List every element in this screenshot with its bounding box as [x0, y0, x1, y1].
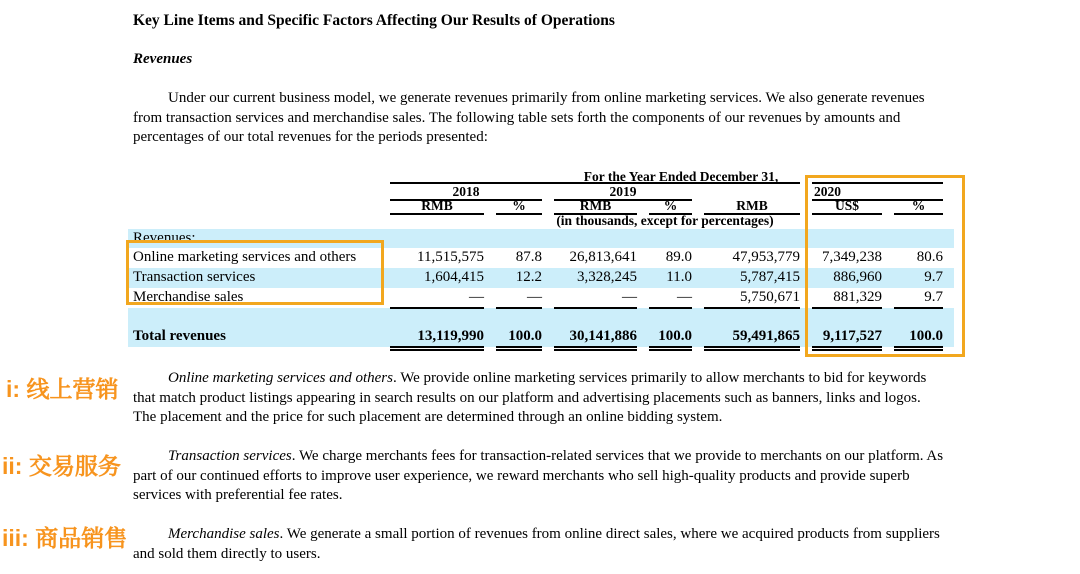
- total-2018-rmb: 13,119,990: [390, 327, 484, 351]
- section-heading-revenues: Revenues: [133, 51, 193, 67]
- col-header-rmb-2018: RMB: [390, 199, 484, 215]
- intro-paragraph: Under our current business model, we generate revenues primarily from online marketing services. We also generate revenues from transaction services and merchandise sales. The following table sets forth the components of our revenues by amounts and percentages of our total revenues for the periods presented:: [133, 90, 925, 145]
- annotation-transaction-services-cn: ii: 交易服务: [2, 453, 121, 479]
- col-header-usd-2020: US$: [812, 199, 882, 215]
- paragraph-body: . We charge merchants fees for transaction-related services that we provide to merchants on our platform. As part of our continued efforts to improve user experience, we reward merchants who sell high-quality products and provide superb services with preferential fee rates.: [133, 448, 944, 503]
- total-2020-rmb: 59,491,865: [704, 327, 800, 351]
- year-2020: 2020: [812, 184, 943, 201]
- cell-2019-pct: 11.0: [666, 269, 692, 285]
- cell-2018-pct: 12.2: [515, 269, 542, 285]
- col-header-rmb-2020: RMB: [704, 199, 800, 215]
- table-spanner: For the Year Ended December 31,: [583, 169, 779, 184]
- row-label: Transaction services: [133, 269, 256, 285]
- cell-2020-pct: 80.6: [916, 249, 943, 265]
- cell-2020-rmb: 47,953,779: [732, 249, 800, 265]
- cell-2018-rmb: —: [390, 288, 484, 309]
- unit-note: (in thousands, except for percentages): [556, 213, 774, 228]
- cell-2019-rmb: 3,328,245: [577, 269, 637, 285]
- paragraph-online-marketing: [133, 369, 945, 428]
- annotation-online-marketing-cn: i: 线上营销: [6, 376, 119, 402]
- total-2019-rmb: 30,141,886: [554, 327, 637, 351]
- annotation-merchandise-sales-cn: iii: 商品销售: [2, 525, 128, 551]
- col-header-rmb-2019: RMB: [554, 199, 637, 215]
- paragraph-lead: Merchandise sales: [168, 526, 280, 542]
- cell-2019-pct: 89.0: [665, 249, 692, 265]
- cell-2020-pct: 9.7: [894, 288, 943, 309]
- year-2019: 2019: [554, 184, 692, 201]
- section-label: Revenues:: [133, 230, 196, 246]
- paragraph-merchandise-sales: [133, 525, 945, 564]
- cell-2018-rmb: 1,604,415: [424, 269, 484, 285]
- paragraph-lead: Online marketing services and others: [168, 370, 393, 386]
- page-title: Key Line Items and Specific Factors Affecting Our Results of Operations: [133, 12, 615, 29]
- cell-2020-rmb: 5,787,415: [740, 269, 800, 285]
- total-2019-pct: 100.0: [649, 327, 692, 351]
- paragraph-lead: Transaction services: [168, 448, 292, 464]
- col-header-pct-2018: %: [496, 199, 542, 215]
- cell-2020-usd: 881,329: [812, 288, 882, 309]
- paragraph-body: . We generate a small portion of revenues from online direct sales, where we acquired products from suppliers and sold them directly to users.: [133, 526, 940, 562]
- highlight-box-revenue-categories: [126, 240, 384, 305]
- cell-2019-rmb: —: [554, 288, 637, 309]
- total-2020-pct: 100.0: [894, 327, 943, 351]
- col-header-pct-2020: %: [894, 199, 943, 215]
- highlight-box-2020-columns: [805, 175, 965, 357]
- total-2020-usd: 9,117,527: [812, 327, 882, 351]
- col-header-pct-2019: %: [649, 199, 692, 215]
- cell-2020-rmb: 5,750,671: [704, 288, 800, 309]
- cell-2018-pct: 87.8: [515, 249, 542, 265]
- row-label: Merchandise sales: [133, 289, 244, 305]
- paragraph-transaction-services: [133, 447, 945, 506]
- cell-2020-usd: 7,349,238: [822, 249, 882, 265]
- total-label: Total revenues: [133, 328, 226, 344]
- cell-2018-rmb: 11,515,575: [417, 249, 484, 265]
- cell-2018-pct: —: [496, 288, 542, 309]
- row-label: Online marketing services and others: [133, 249, 357, 265]
- paragraph-body: . We provide online marketing services primarily to allow merchants to bid for keywords that match product listings appearing in search results on our platform and advertising placements such as banners, links and logos. The placement and the price for such placement are determined through an online bidding system.: [133, 370, 927, 425]
- year-2018: 2018: [390, 184, 542, 201]
- cell-2019-rmb: 26,813,641: [569, 249, 637, 265]
- cell-2020-usd: 886,960: [833, 269, 882, 285]
- cell-2019-pct: —: [649, 288, 692, 309]
- total-2018-pct: 100.0: [496, 327, 542, 351]
- cell-2020-pct: 9.7: [924, 269, 943, 285]
